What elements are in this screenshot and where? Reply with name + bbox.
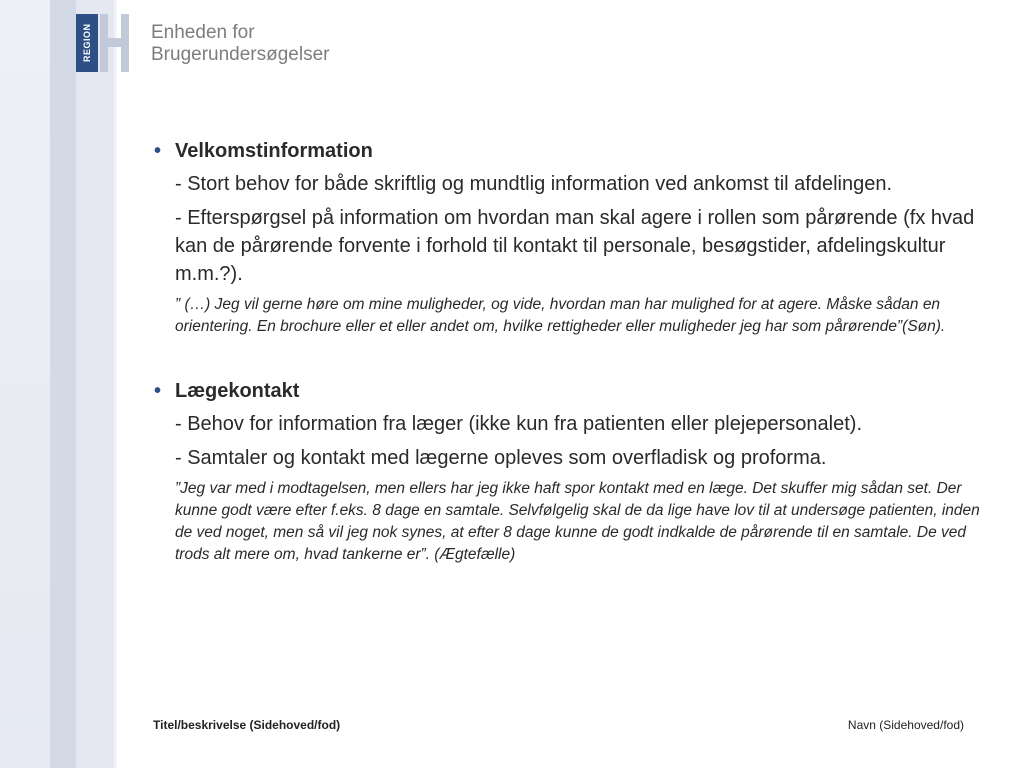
section-heading (154, 378, 984, 404)
quote: ” (…) Jeg vil gerne høre om mine muligheder, og vide, hvordan man har mulighed for at agere. Måske sådan en orientering. En brochure eller et eller andet om, hvilke rettigheder eller muligheder jeg har som pårørende”(Søn). (175, 296, 946, 335)
left-stripe-light (0, 0, 50, 768)
bullet-icon: • (154, 380, 162, 402)
section-heading (154, 138, 984, 164)
left-stripe-pale (76, 0, 114, 768)
section-heading-text: Lægekontakt (175, 380, 300, 402)
brand-line-1: Enheden for (151, 22, 255, 43)
logo-region-text: REGION (82, 23, 92, 63)
region-logo (76, 14, 134, 72)
paragraph: - Efterspørgsel på information om hvordan man skal agere i rollen som pårørende (fx hvad kan de pårørende forvente i forhold til kontakt til personale, besøgstider, afdelingskultur m.m.?). (175, 207, 975, 285)
brand-line-2: Brugerundersøgelser (151, 44, 330, 65)
paragraph: - Stort behov for både skriftlig og mundtlig information ved ankomst til afdelingen. (175, 173, 893, 195)
paragraph: - Behov for information fra læger (ikke kun fra patienten eller plejepersonalet). (175, 413, 863, 435)
footer-name: Navn (Sidehoved/fod) (847, 718, 964, 732)
section-heading-text: Velkomstinformation (175, 140, 373, 162)
logo-h-crossbar (100, 38, 129, 47)
quote: ”Jeg var med i modtagelsen, men ellers har jeg ikke haft spor kontakt med en læge. Det skuffer mig sådan set. Der kunne godt være efter f.eks. 8 dage en samtale. Selvfølgelig skal de da lige have lov til at undersøge patienten, inden de ved noget, men så vil jeg nok synes, at efter 8 dage kunne de godt indkalde de pårørende til en samtale. De ved trods alt mere om, hvad tankerne er”. (Ægtefælle) (175, 480, 980, 563)
left-stripe-edge (114, 0, 117, 768)
paragraph: - Samtaler og kontakt med lægerne opleves som overfladisk og proforma. (175, 447, 827, 469)
left-stripe-medium (50, 0, 76, 768)
bullet-icon: • (154, 140, 162, 162)
brand-title (151, 22, 329, 66)
slide-content (154, 138, 984, 566)
footer-title: Titel/beskrivelse (Sidehoved/fod) (153, 718, 341, 732)
